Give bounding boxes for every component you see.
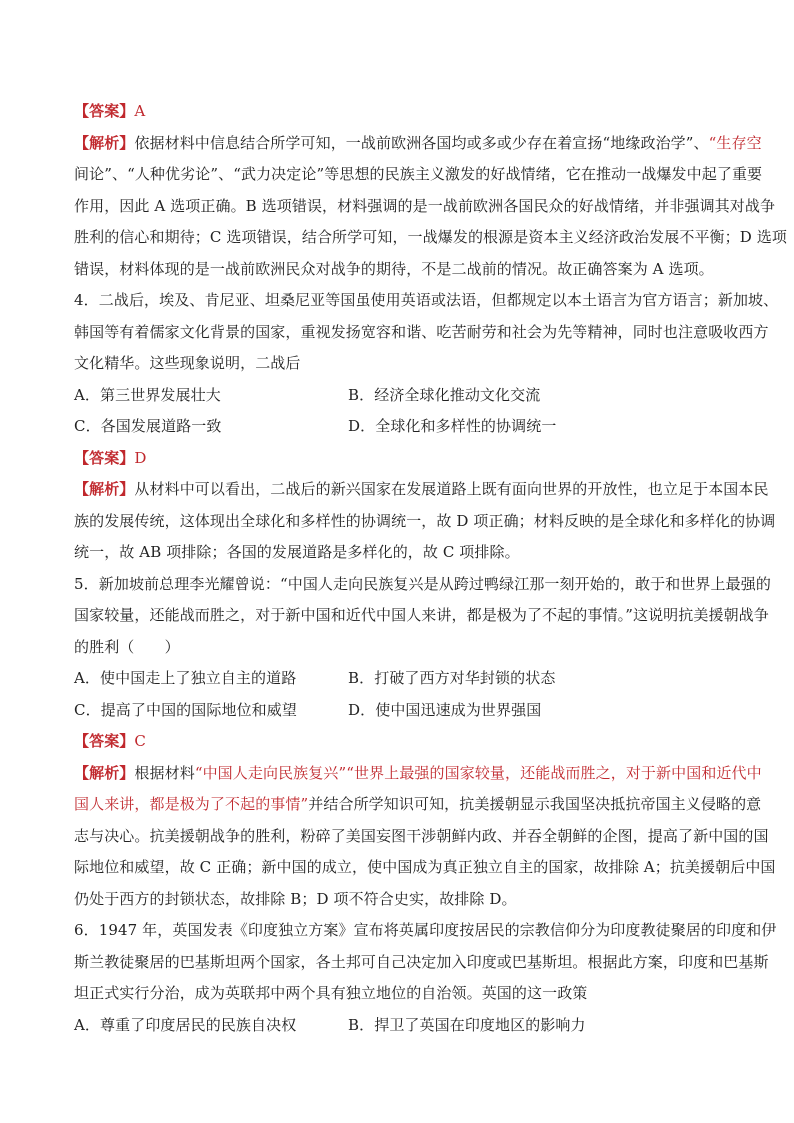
analysis-text-highlight: “中国人走向民族复兴”“世界上最强的国家较量，还能战而胜之，对于新中国和近代中 bbox=[194, 763, 762, 782]
option-a: A．第三世界发展壮大 bbox=[74, 385, 221, 404]
option-b: B．捍卫了英国在印度地区的影响力 bbox=[348, 1015, 586, 1034]
q6-stem-line-3: 坦正式实行分治，成为英联邦中两个具有独立地位的自治领。英国的这一政策 bbox=[74, 984, 588, 1002]
answer-label: 【答案】 bbox=[74, 732, 135, 750]
q3-analysis-line-4 bbox=[74, 222, 787, 254]
q5-stem-line-1: 5．新加坡前总理李光耀曾说：“中国人走向民族复兴是从跨过鸭绿江那一刻开始的，敢于和世界上最强的 bbox=[74, 574, 771, 593]
option-a: A．尊重了印度居民的民族自决权 bbox=[74, 1015, 297, 1034]
q4-options-row-1 bbox=[74, 380, 720, 412]
option-d: D．使中国迅速成为世界强国 bbox=[348, 700, 542, 719]
q4-analysis-line-2: 族的发展传统，这体现出全球化和多样性的协调统一，故 D 项正确；材料反映的是全球化和多样化的协调 bbox=[74, 511, 776, 530]
option-b: B．经济全球化推动文化交流 bbox=[348, 385, 541, 404]
q5-stem-line-3: 的胜利（ ） bbox=[74, 637, 180, 656]
analysis-text: 仍处于西方的封锁状态，故排除 B；D 项不符合史实，故排除 D。 bbox=[74, 889, 517, 908]
answer-value: D bbox=[134, 448, 147, 467]
option-b: B．打破了西方对华封锁的状态 bbox=[348, 669, 556, 687]
analysis-text: 作用，因此 A 选项正确。B 选项错误，材料强调的是一战前欧洲各国民众的好战情绪，并非强调其对战争 bbox=[74, 196, 776, 215]
q4-stem-line-3: 文化精华。这些现象说明，二战后 bbox=[74, 354, 301, 372]
q4-analysis-line-3: 统一，故 AB 项排除；各国的发展道路是多样化的，故 C 项排除。 bbox=[74, 543, 520, 561]
page-content bbox=[74, 96, 787, 1041]
q3-analysis-line-2 bbox=[74, 159, 763, 191]
q3-analysis-line-1 bbox=[74, 128, 762, 160]
analysis-text: 志与决心。抗美援朝战争的胜利，粉碎了美国妄图干涉朝鲜内政、并吞全朝鲜的企图，提高了新中国的国 bbox=[74, 826, 769, 845]
q6-stem-line-2: 斯兰教徒聚居的巴基斯坦两个国家，各土邦可自己决定加入印度或巴基斯坦。根据此方案，印度和巴基斯 bbox=[74, 952, 769, 971]
analysis-text: 并结合所学知识可知，抗美援朝显示我国坚决抵抗帝国主义侵略的意 bbox=[308, 795, 762, 813]
option-a: A．使中国走上了独立自主的道路 bbox=[74, 669, 297, 687]
q3-answer-line bbox=[74, 96, 720, 128]
analysis-label: 【解析】 bbox=[74, 480, 135, 498]
q5-options-row-1 bbox=[74, 663, 720, 695]
option-d: D．全球化和多样性的协调统一 bbox=[348, 417, 557, 435]
option-c: C．提高了中国的国际地位和威望 bbox=[74, 700, 297, 719]
q4-stem-line-2: 韩国等有着儒家文化背景的国家，重视发扬宽容和谐、吃苦耐劳和社会为先等精神，同时也注意吸收西方 bbox=[74, 322, 769, 341]
analysis-text: 胜利的信心和期待；C 选项错误，结合所学可知，一战爆发的根源是资本主义经济政治发展不平衡；D 选项 bbox=[74, 228, 787, 246]
q5-options-row-2 bbox=[74, 695, 720, 727]
answer-value: A bbox=[134, 102, 146, 120]
q4-analysis-line-1 bbox=[74, 474, 769, 506]
answer-label: 【答案】 bbox=[74, 448, 135, 467]
answer-label: 【答案】 bbox=[74, 102, 135, 120]
answer-value: C bbox=[134, 732, 146, 750]
analysis-text: 错误，材料体现的是一战前欧洲民众对战争的期待，不是二战前的情况。故正确答案为 A 选项。 bbox=[74, 259, 714, 278]
analysis-text: 从材料中可以看出，二战后的新兴国家在发展道路上既有面向世界的开放性，也立足于本国本民 bbox=[134, 480, 769, 498]
q5-analysis-line-5 bbox=[74, 884, 720, 916]
q5-answer-line bbox=[74, 726, 720, 758]
analysis-text-highlight: “生存空 bbox=[708, 133, 762, 152]
option-c: C．各国发展道路一致 bbox=[74, 417, 222, 435]
analysis-label: 【解析】 bbox=[74, 763, 135, 782]
q4-stem-line-1: 4．二战后，埃及、肯尼亚、坦桑尼亚等国虽使用英语或法语，但都规定以本土语言为官方语言；新加坡、 bbox=[74, 291, 779, 309]
q4-answer-line bbox=[74, 443, 720, 475]
q6-stem-line-1: 6．1947 年，英国发表《印度独立方案》宣布将英属印度按居民的宗教信仰分为印度教徒聚居的印度和伊 bbox=[74, 921, 777, 939]
q5-analysis-line-4 bbox=[74, 852, 776, 884]
analysis-label: 【解析】 bbox=[74, 133, 135, 152]
q5-stem-line-2: 国家较量，还能战而胜之，对于新中国和近代中国人来讲，都是极为了不起的事情。”这说明抗美援朝战争 bbox=[74, 606, 769, 624]
q6-options-row-1 bbox=[74, 1010, 720, 1042]
q5-analysis-line-1 bbox=[74, 758, 762, 790]
analysis-text: 间论”、“人种优劣论”、“武力决定论”等思想的民族主义激发的好战情绪，它在推动一战爆发中起了重要 bbox=[74, 165, 763, 183]
q5-analysis-line-3 bbox=[74, 821, 769, 853]
q3-analysis-line-5 bbox=[74, 254, 720, 286]
analysis-text-highlight: 国人来讲，都是极为了不起的事情” bbox=[74, 795, 309, 813]
q3-analysis-line-3 bbox=[74, 191, 776, 223]
analysis-text: 依据材料中信息结合所学可知，一战前欧洲各国均或多或少存在着宣扬“地缘政治学”、 bbox=[134, 133, 709, 152]
analysis-text: 根据材料 bbox=[134, 763, 195, 782]
q4-options-row-2 bbox=[74, 411, 720, 443]
q5-analysis-line-2 bbox=[74, 789, 762, 821]
analysis-text: 际地位和威望，故 C 正确；新中国的成立，使中国成为真正独立自主的国家，故排除 A；抗美援朝后中国 bbox=[74, 858, 776, 876]
